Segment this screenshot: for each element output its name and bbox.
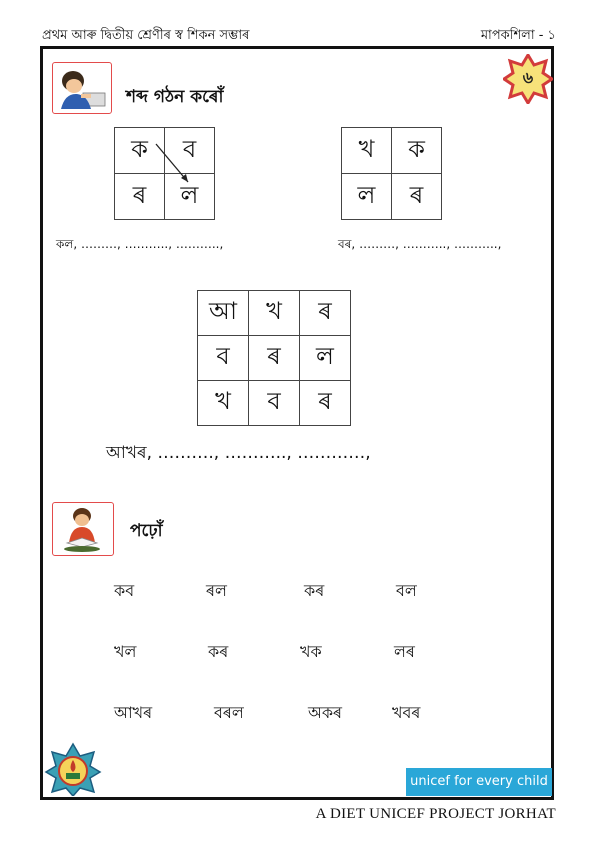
header-title: প্ৰথম আৰু দ্বিতীয় শ্ৰেণীৰ স্ব শিকন সম্ভাৰ (42, 28, 250, 43)
reading-word: বল (396, 581, 417, 600)
grid2-cell: ল (342, 174, 392, 220)
grid3-cell: ৰ (300, 291, 351, 336)
grid3-cell: ৰ (249, 336, 300, 381)
badge-number: ৬ (522, 68, 534, 87)
section-title-read: পঢ়োঁ (130, 521, 163, 541)
reading-word: খক (300, 642, 322, 661)
grid1-cell: ব (165, 128, 215, 174)
diagonal-arrow-icon (150, 140, 200, 190)
reading-word: অকৰ (308, 703, 343, 722)
reading-word: খবৰ (392, 703, 421, 722)
fill-in-line-3: আখৰ, ………., ……….., …………, (106, 443, 371, 463)
fill-in-line-1: কল, ………, ……….., ……….., (56, 237, 224, 251)
grid1-cell: ল (165, 174, 215, 220)
letter-grid-3 (197, 290, 351, 426)
reading-boy-picture (52, 502, 114, 556)
header-sheet-number: মাপকশিলা - ১ (480, 28, 556, 43)
reading-boy-icon (53, 503, 112, 554)
writing-boy-picture (52, 62, 112, 114)
grid2-cell: খ (342, 128, 392, 174)
grid1-cell: ৰ (115, 174, 165, 220)
reading-word: কব (114, 581, 135, 600)
reading-word: কৰ (304, 581, 325, 600)
letter-grid-2 (341, 127, 442, 220)
grid3-cell: খ (249, 291, 300, 336)
reading-word: লৰ (394, 642, 415, 661)
grid2-cell: ৰ (392, 174, 442, 220)
grid3-cell: আ (198, 291, 249, 336)
grid3-cell: ল (300, 336, 351, 381)
reading-word: খল (114, 642, 137, 661)
grid1-cell: ক (115, 128, 165, 174)
grid3-cell: খ (198, 381, 249, 426)
fill-in-line-2: বৰ, ………, ……….., ……….., (338, 237, 502, 251)
unicef-banner: unicef for every child (406, 768, 552, 796)
grid3-cell: ব (198, 336, 249, 381)
grid3-cell: ৰ (300, 381, 351, 426)
reading-word: কৰ (208, 642, 229, 661)
writing-boy-icon (53, 63, 110, 112)
reading-word: ৰল (206, 581, 227, 600)
reading-word: বৰল (214, 703, 244, 722)
grid3-cell: ব (249, 381, 300, 426)
footer-text: A DIET UNICEF PROJECT JORHAT (315, 806, 556, 822)
diet-logo-icon (44, 742, 102, 796)
reading-word: আখৰ (114, 703, 153, 722)
section-title-word-building: শব্দ গঠন কৰোঁ (126, 87, 224, 107)
grid2-cell: ক (392, 128, 442, 174)
